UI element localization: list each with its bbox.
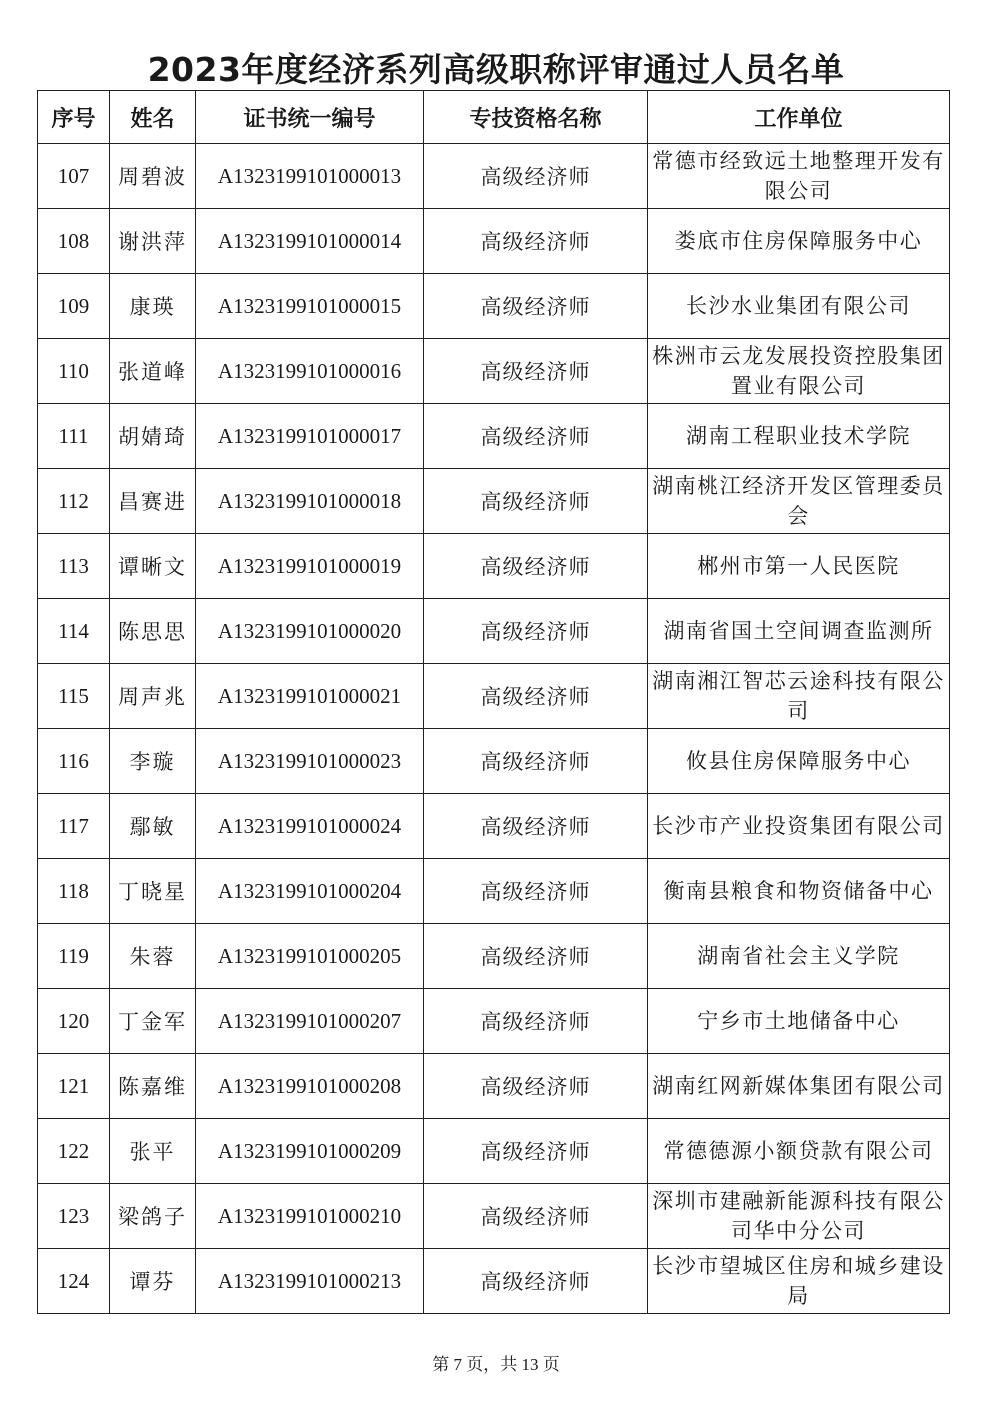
cell-qual: 高级经济师	[424, 924, 648, 989]
cell-unit: 长沙市产业投资集团有限公司	[648, 794, 950, 859]
cell-unit: 湖南省社会主义学院	[648, 924, 950, 989]
page-footer: 第 7 页，共 13 页	[432, 1355, 560, 1374]
table-row	[38, 859, 950, 924]
cell-name: 张平	[110, 1119, 196, 1184]
cell-unit: 衡南县粮食和物资储备中心	[648, 859, 950, 924]
cell-unit: 宁乡市土地储备中心	[648, 989, 950, 1054]
cell-name: 胡婧琦	[110, 404, 196, 469]
cell-cert: A1323199101000018	[196, 469, 424, 534]
cell-name: 康瑛	[110, 274, 196, 339]
cell-unit: 常德市经致远土地整理开发有限公司	[648, 144, 950, 209]
cell-name: 张道峰	[110, 339, 196, 404]
cell-name: 丁晓星	[110, 859, 196, 924]
table-row	[38, 534, 950, 599]
cell-cert: A1323199101000021	[196, 664, 424, 729]
cell-unit: 湖南省国土空间调查监测所	[648, 599, 950, 664]
header-unit: 工作单位	[648, 91, 950, 144]
table-row	[38, 794, 950, 859]
header-cert: 证书统一编号	[196, 91, 424, 144]
cell-no: 124	[38, 1249, 110, 1314]
cell-name: 梁鸽子	[110, 1184, 196, 1249]
cell-cert: A1323199101000015	[196, 274, 424, 339]
cell-qual: 高级经济师	[424, 1249, 648, 1314]
cell-qual: 高级经济师	[424, 469, 648, 534]
cell-qual: 高级经济师	[424, 729, 648, 794]
cell-qual: 高级经济师	[424, 599, 648, 664]
cell-cert: A1323199101000016	[196, 339, 424, 404]
cell-qual: 高级经济师	[424, 1054, 648, 1119]
personnel-table	[37, 90, 950, 1314]
cell-no: 113	[38, 534, 110, 599]
cell-qual: 高级经济师	[424, 339, 648, 404]
cell-qual: 高级经济师	[424, 534, 648, 599]
cell-qual: 高级经济师	[424, 274, 648, 339]
cell-qual: 高级经济师	[424, 664, 648, 729]
cell-unit: 湖南桃江经济开发区管理委员会	[648, 469, 950, 534]
cell-no: 122	[38, 1119, 110, 1184]
cell-no: 107	[38, 144, 110, 209]
cell-no: 108	[38, 209, 110, 274]
table-row	[38, 1184, 950, 1249]
cell-unit: 长沙市望城区住房和城乡建设局	[648, 1249, 950, 1314]
cell-name: 谭晰文	[110, 534, 196, 599]
cell-name: 昌赛进	[110, 469, 196, 534]
table-row	[38, 664, 950, 729]
cell-cert: A1323199101000208	[196, 1054, 424, 1119]
header-name: 姓名	[110, 91, 196, 144]
table-row	[38, 274, 950, 339]
cell-no: 116	[38, 729, 110, 794]
cell-qual: 高级经济师	[424, 1184, 648, 1249]
cell-cert: A1323199101000023	[196, 729, 424, 794]
cell-name: 周碧波	[110, 144, 196, 209]
cell-cert: A1323199101000209	[196, 1119, 424, 1184]
table-header-row	[38, 91, 950, 144]
cell-name: 谢洪萍	[110, 209, 196, 274]
cell-qual: 高级经济师	[424, 1119, 648, 1184]
cell-cert: A1323199101000213	[196, 1249, 424, 1314]
cell-no: 112	[38, 469, 110, 534]
cell-name: 陈思思	[110, 599, 196, 664]
cell-cert: A1323199101000024	[196, 794, 424, 859]
cell-qual: 高级经济师	[424, 404, 648, 469]
table-row	[38, 729, 950, 794]
table-row	[38, 469, 950, 534]
cell-unit: 攸县住房保障服务中心	[648, 729, 950, 794]
cell-no: 118	[38, 859, 110, 924]
cell-name: 陈嘉维	[110, 1054, 196, 1119]
cell-qual: 高级经济师	[424, 209, 648, 274]
cell-unit: 湖南湘江智芯云途科技有限公司	[648, 664, 950, 729]
cell-unit: 株洲市云龙发展投资控股集团置业有限公司	[648, 339, 950, 404]
table-row	[38, 989, 950, 1054]
cell-name: 周声兆	[110, 664, 196, 729]
table-row	[38, 404, 950, 469]
table-row	[38, 144, 950, 209]
cell-cert: A1323199101000204	[196, 859, 424, 924]
cell-no: 123	[38, 1184, 110, 1249]
cell-name: 李璇	[110, 729, 196, 794]
cell-cert: A1323199101000210	[196, 1184, 424, 1249]
cell-cert: A1323199101000017	[196, 404, 424, 469]
table-row	[38, 339, 950, 404]
cell-unit: 湖南工程职业技术学院	[648, 404, 950, 469]
header-no: 序号	[38, 91, 110, 144]
table-row	[38, 924, 950, 989]
cell-cert: A1323199101000207	[196, 989, 424, 1054]
cell-cert: A1323199101000019	[196, 534, 424, 599]
cell-no: 109	[38, 274, 110, 339]
cell-name: 鄢敏	[110, 794, 196, 859]
cell-cert: A1323199101000020	[196, 599, 424, 664]
cell-no: 121	[38, 1054, 110, 1119]
cell-no: 111	[38, 404, 110, 469]
table-body	[38, 144, 950, 1314]
cell-qual: 高级经济师	[424, 794, 648, 859]
cell-name: 丁金军	[110, 989, 196, 1054]
table-row	[38, 209, 950, 274]
cell-name: 朱蓉	[110, 924, 196, 989]
table-row	[38, 599, 950, 664]
header-qual: 专技资格名称	[424, 91, 648, 144]
cell-no: 120	[38, 989, 110, 1054]
cell-cert: A1323199101000014	[196, 209, 424, 274]
cell-no: 114	[38, 599, 110, 664]
table-row	[38, 1119, 950, 1184]
cell-no: 115	[38, 664, 110, 729]
cell-unit: 深圳市建融新能源科技有限公司华中分公司	[648, 1184, 950, 1249]
table-row	[38, 1249, 950, 1314]
cell-unit: 长沙水业集团有限公司	[648, 274, 950, 339]
cell-no: 119	[38, 924, 110, 989]
cell-no: 110	[38, 339, 110, 404]
cell-no: 117	[38, 794, 110, 859]
cell-name: 谭芬	[110, 1249, 196, 1314]
cell-unit: 湖南红网新媒体集团有限公司	[648, 1054, 950, 1119]
cell-unit: 常德德源小额贷款有限公司	[648, 1119, 950, 1184]
page-title: 2023年度经济系列高级职称评审通过人员名单	[147, 50, 845, 89]
cell-unit: 娄底市住房保障服务中心	[648, 209, 950, 274]
table-row	[38, 1054, 950, 1119]
cell-unit: 郴州市第一人民医院	[648, 534, 950, 599]
cell-qual: 高级经济师	[424, 989, 648, 1054]
cell-qual: 高级经济师	[424, 859, 648, 924]
cell-cert: A1323199101000205	[196, 924, 424, 989]
cell-qual: 高级经济师	[424, 144, 648, 209]
cell-cert: A1323199101000013	[196, 144, 424, 209]
